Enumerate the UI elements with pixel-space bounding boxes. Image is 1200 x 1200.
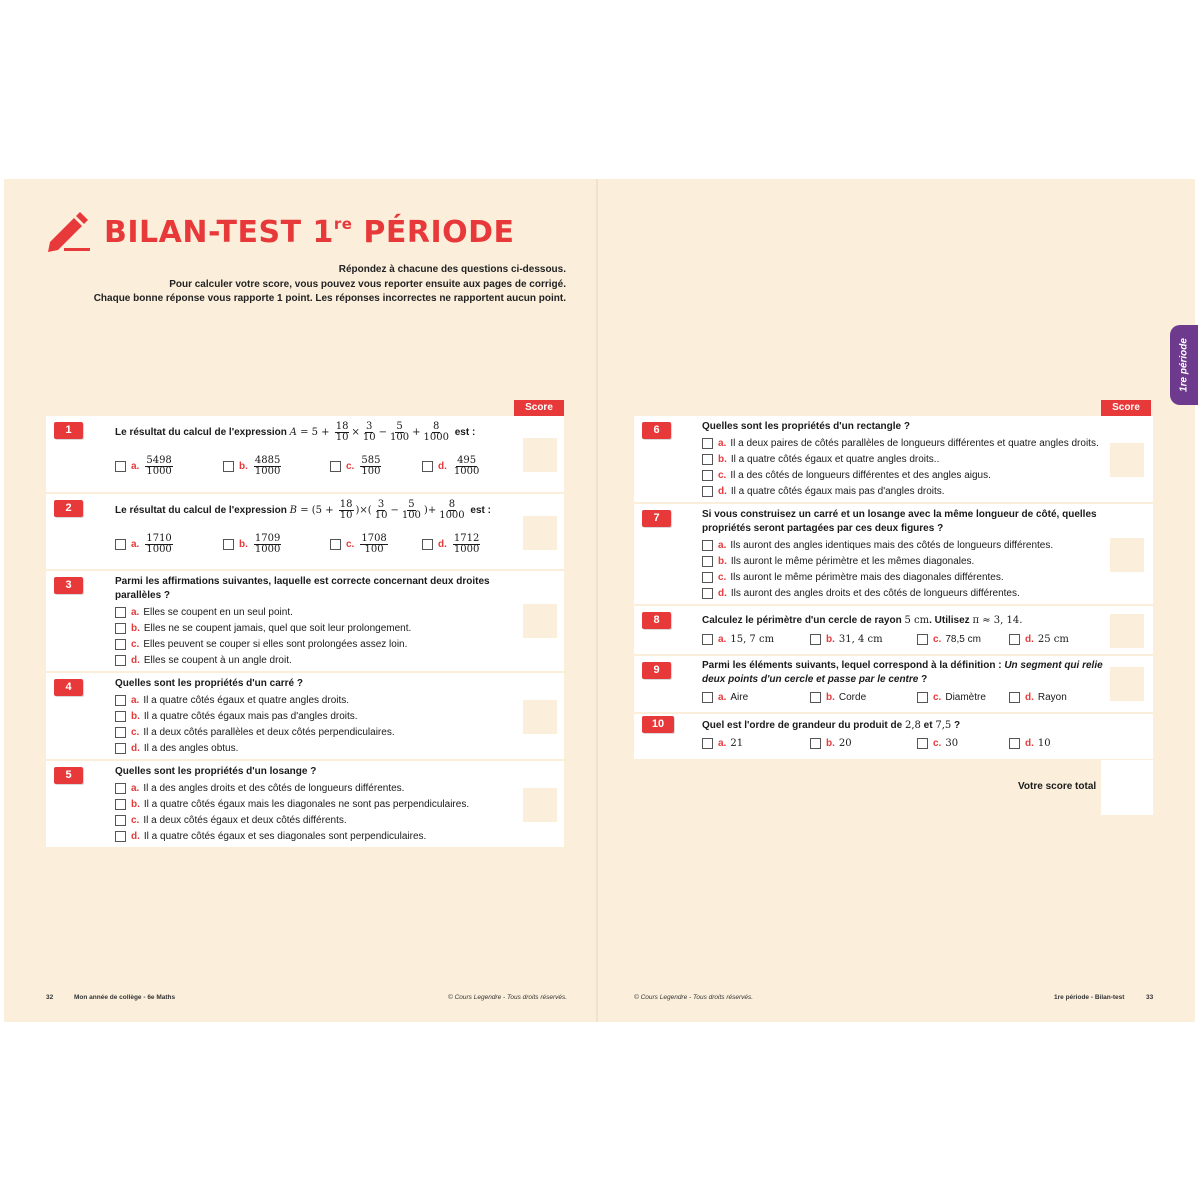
option-b[interactable]: b. 31, 4 cm bbox=[810, 631, 883, 647]
checkbox[interactable] bbox=[702, 588, 713, 599]
question-text: Le résultat du calcul de l'expression B = (5 + $\frac{18}{10}$ )×( $\frac{3}{10}$ − $\frac{5}{100}$ )+ $\frac{8}{1000}$ est : bbox=[115, 499, 491, 521]
checkbox[interactable] bbox=[115, 695, 126, 706]
question-number: 2 bbox=[54, 500, 83, 517]
question-number: 9 bbox=[642, 662, 671, 679]
option-a[interactable]: a. 21 bbox=[702, 735, 743, 751]
pencil-icon bbox=[46, 212, 92, 252]
checkbox[interactable] bbox=[115, 623, 126, 634]
score-box[interactable] bbox=[523, 516, 557, 550]
question-card-2 bbox=[46, 494, 564, 569]
option-b[interactable]: b. $\frac{4885}{1000}$ bbox=[223, 454, 283, 478]
question-card-4 bbox=[46, 673, 564, 759]
option-c[interactable]: c. 30 bbox=[917, 735, 958, 751]
checkbox[interactable] bbox=[917, 692, 928, 703]
question-text: Quelles sont les propriétés d'un carré ? bbox=[115, 678, 303, 689]
score-box[interactable] bbox=[1110, 614, 1144, 648]
option-d[interactable]: d. 25 cm bbox=[1009, 631, 1069, 647]
question-text: Quel est l'ordre de grandeur du produit de 2,8 et 7,5 ? bbox=[702, 720, 961, 731]
option-b[interactable]: b. Il a quatre côtés égaux mais les diagonales ne sont pas perpendiculaires. bbox=[115, 796, 469, 812]
option-d[interactable]: d. Il a quatre côtés égaux et ses diagonales sont perpendiculaires. bbox=[115, 828, 469, 844]
option-c[interactable]: c. Elles peuvent se couper si elles sont prolongées assez loin. bbox=[115, 636, 411, 652]
checkbox[interactable] bbox=[223, 539, 234, 550]
checkbox[interactable] bbox=[917, 634, 928, 645]
question-card-10 bbox=[634, 714, 1153, 759]
left-page bbox=[4, 179, 596, 1022]
checkbox[interactable] bbox=[115, 815, 126, 826]
expression-a: A bbox=[289, 427, 297, 439]
checkbox[interactable] bbox=[702, 454, 713, 465]
option-d[interactable]: d. Ils auront des angles droits et des côtés de longueurs différentes. bbox=[702, 585, 1053, 601]
option-d[interactable]: d. Il a des angles obtus. bbox=[115, 740, 395, 756]
question-number: 10 bbox=[642, 716, 674, 733]
option-b[interactable]: b. $\frac{1709}{1000}$ bbox=[223, 532, 283, 556]
question-number: 4 bbox=[54, 679, 83, 696]
option-c[interactable]: c. Il a des côtés de longueurs différentes et des angles aigus. bbox=[702, 467, 1099, 483]
pi-approx: π ≈ 3, 14. bbox=[972, 615, 1023, 626]
option-c[interactable]: c. 78,5 cm bbox=[917, 631, 981, 647]
checkbox[interactable] bbox=[702, 438, 713, 449]
checkbox[interactable] bbox=[702, 556, 713, 567]
checkbox[interactable] bbox=[702, 572, 713, 583]
book-title: Mon année de collège - 6e Maths bbox=[74, 994, 176, 1001]
checkbox[interactable] bbox=[422, 539, 433, 550]
right-page bbox=[598, 179, 1195, 1022]
question-card-6 bbox=[634, 416, 1153, 502]
score-box[interactable] bbox=[523, 700, 557, 734]
page-number-left: 32 bbox=[46, 994, 54, 1001]
option-d[interactable]: d. 10 bbox=[1009, 735, 1051, 751]
score-box[interactable] bbox=[1110, 667, 1144, 701]
question-number: 6 bbox=[642, 422, 671, 439]
total-score-label: Votre score total bbox=[1018, 781, 1097, 792]
page-header bbox=[46, 212, 515, 252]
option-c[interactable]: c. $\frac{1708}{100}$ bbox=[330, 532, 390, 556]
question-text: Calculez le périmètre d'un cercle de rayon 5 cm. Utilisez π ≈ 3, 14. bbox=[702, 615, 1023, 626]
checkbox[interactable] bbox=[1009, 692, 1020, 703]
checkbox[interactable] bbox=[115, 639, 126, 650]
question-text: Quelles sont les propriétés d'un losange ? bbox=[115, 766, 317, 777]
question-card-9 bbox=[634, 656, 1153, 712]
checkbox[interactable] bbox=[702, 470, 713, 481]
option-b[interactable]: b. Ils auront le même périmètre et les mêmes diagonales. bbox=[702, 553, 1053, 569]
option-b[interactable]: b. Elles ne se coupent jamais, quel que soit leur prolongement. bbox=[115, 620, 411, 636]
checkbox[interactable] bbox=[115, 743, 126, 754]
option-a[interactable]: a. Il a deux paires de côtés parallèles de longueurs différentes et quatre angles droits. bbox=[702, 435, 1099, 451]
option-a[interactable]: a. Il a quatre côtés égaux et quatre angles droits. bbox=[115, 692, 395, 708]
checkbox[interactable] bbox=[223, 461, 234, 472]
option-d[interactable]: d. Elles se coupent à un angle droit. bbox=[115, 652, 411, 668]
score-box[interactable] bbox=[523, 438, 557, 472]
checkbox[interactable] bbox=[917, 738, 928, 749]
option-b[interactable]: b. 20 bbox=[810, 735, 852, 751]
checkbox[interactable] bbox=[115, 539, 126, 550]
page-title: BILAN-TEST 1re PÉRIODE bbox=[104, 214, 515, 250]
checkbox[interactable] bbox=[702, 486, 713, 497]
checkbox[interactable] bbox=[702, 540, 713, 551]
option-b[interactable]: b. Corde bbox=[810, 689, 866, 705]
checkbox[interactable] bbox=[810, 738, 821, 749]
checkbox[interactable] bbox=[115, 831, 126, 842]
question-text: Le résultat du calcul de l'expression A = 5 + $\frac{18}{10}$ × $\frac{3}{10}$ − $\frac{5}{100}$ + $\frac{8}{1000}$ est : bbox=[115, 421, 476, 443]
intro-text: Répondez à chacune des questions ci-dessous. Pour calculer votre score, vous pouvez vous reporter ensuite aux pages de corrigé. Chaque bonne réponse vous rapporte 1 point. Les réponses incorrectes ne rapportent aucun point. bbox=[93, 264, 566, 304]
book-spread bbox=[4, 179, 1195, 1022]
options-list bbox=[115, 692, 395, 756]
question-card-8 bbox=[634, 606, 1153, 654]
question-number: 7 bbox=[642, 510, 671, 527]
checkbox[interactable] bbox=[330, 461, 341, 472]
option-d[interactable]: d. $\frac{1712}{1000}$ bbox=[422, 532, 482, 556]
question-text: Quelles sont les propriétés d'un rectangle ? bbox=[702, 421, 910, 432]
option-a[interactable]: a. $\frac{5498}{1000}$ bbox=[115, 454, 175, 478]
section-title: 1re période - Bilan-test bbox=[1054, 994, 1125, 1001]
question-card-1 bbox=[46, 416, 564, 492]
score-tab-left: Score bbox=[514, 400, 564, 416]
option-a[interactable]: a. $\frac{1710}{1000}$ bbox=[115, 532, 175, 556]
checkbox[interactable] bbox=[115, 799, 126, 810]
option-a[interactable]: a. Elles se coupent en un seul point. bbox=[115, 604, 411, 620]
page-number-right: 33 bbox=[1146, 994, 1154, 1001]
option-b[interactable]: b. Il a quatre côtés égaux mais pas d'angles droits. bbox=[115, 708, 395, 724]
score-box[interactable] bbox=[1110, 443, 1144, 477]
checkbox[interactable] bbox=[330, 539, 341, 550]
option-c[interactable]: c. Diamètre bbox=[917, 689, 986, 705]
checkbox[interactable] bbox=[115, 655, 126, 666]
option-c[interactable]: c. $\frac{585}{100}$ bbox=[330, 454, 383, 478]
option-a[interactable]: a. Il a des angles droits et des côtés de longueurs différentes. bbox=[115, 780, 469, 796]
checkbox[interactable] bbox=[810, 634, 821, 645]
option-c[interactable]: c. Ils auront le même périmètre mais des diagonales différentes. bbox=[702, 569, 1053, 585]
option-d[interactable]: d. Rayon bbox=[1009, 689, 1067, 705]
checkbox[interactable] bbox=[1009, 634, 1020, 645]
checkbox[interactable] bbox=[702, 738, 713, 749]
total-score-box[interactable] bbox=[1101, 760, 1153, 815]
option-c[interactable]: c. Il a deux côtés égaux et deux côtés différents. bbox=[115, 812, 469, 828]
options-list bbox=[702, 435, 1099, 499]
options-list bbox=[115, 780, 469, 844]
option-b[interactable]: b. Il a quatre côtés égaux et quatre angles droits.. bbox=[702, 451, 1099, 467]
copyright-left: © Cours Legendre - Tous droits réservés. bbox=[448, 994, 568, 1001]
checkbox[interactable] bbox=[115, 727, 126, 738]
score-box[interactable] bbox=[523, 604, 557, 638]
checkbox[interactable] bbox=[115, 461, 126, 472]
checkbox[interactable] bbox=[115, 711, 126, 722]
question-number: 3 bbox=[54, 577, 83, 594]
option-a[interactable]: a. Aire bbox=[702, 689, 748, 705]
question-number: 1 bbox=[54, 422, 83, 439]
option-d[interactable]: d. $\frac{495}{1000}$ bbox=[422, 454, 482, 478]
checkbox[interactable] bbox=[115, 607, 126, 618]
question-number: 8 bbox=[642, 612, 671, 629]
option-c[interactable]: c. Il a deux côtés parallèles et deux côtés perpendiculaires. bbox=[115, 724, 395, 740]
question-text: Parmi les éléments suivants, lequel correspond à la définition : Un segment qui relie deux points d'un cercle et passe par le centre ? bbox=[702, 660, 1103, 685]
checkbox[interactable] bbox=[1009, 738, 1020, 749]
score-box[interactable] bbox=[1110, 538, 1144, 572]
option-a[interactable]: a. Ils auront des angles identiques mais des côtés de longueurs différentes. bbox=[702, 537, 1053, 553]
question-card-3 bbox=[46, 571, 564, 671]
question-number: 5 bbox=[54, 767, 83, 784]
checkbox[interactable] bbox=[702, 692, 713, 703]
score-tab-right: Score bbox=[1101, 400, 1151, 416]
checkbox[interactable] bbox=[810, 692, 821, 703]
copyright-right: © Cours Legendre - Tous droits réservés. bbox=[634, 994, 754, 1001]
score-box[interactable] bbox=[523, 788, 557, 822]
question-text: Parmi les affirmations suivantes, laquelle est correcte concernant deux droites parallèles ? bbox=[115, 576, 490, 601]
question-text: Si vous construisez un carré et un losange avec la même longueur de côté, quelles propriétés seront partagées par ces deux figures ? bbox=[702, 509, 1097, 534]
checkbox[interactable] bbox=[115, 783, 126, 794]
option-d[interactable]: d. Il a quatre côtés égaux mais pas d'angles droits. bbox=[702, 483, 1099, 499]
options-list bbox=[115, 604, 411, 668]
option-a[interactable]: a. 15, 7 cm bbox=[702, 631, 774, 647]
period-side-tab[interactable]: 1re période bbox=[1170, 325, 1198, 405]
checkbox[interactable] bbox=[422, 461, 433, 472]
checkbox[interactable] bbox=[702, 634, 713, 645]
question-card-7 bbox=[634, 504, 1153, 604]
options-list bbox=[702, 537, 1053, 601]
question-card-5 bbox=[46, 761, 564, 847]
